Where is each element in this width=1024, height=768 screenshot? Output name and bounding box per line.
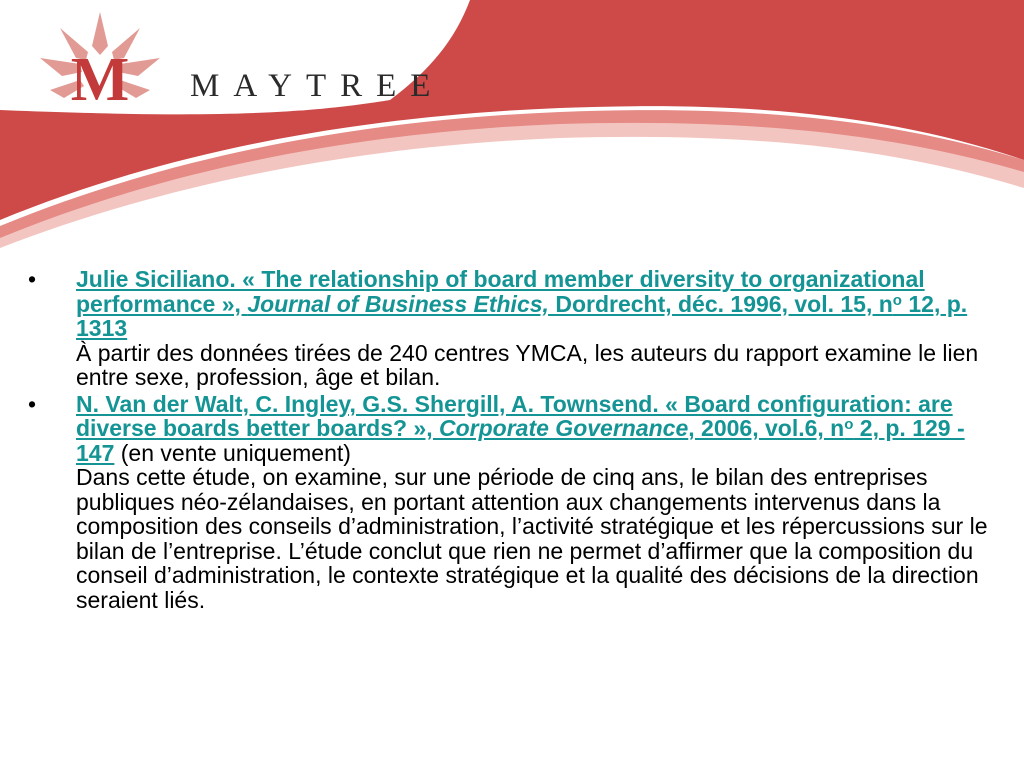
reference-description: À partir des données tirées de 240 centres YMCA, les auteurs du rapport examine le lien entre sexe, profession, âge et bilan. xyxy=(76,339,979,390)
reference-list xyxy=(28,267,998,612)
brand-name: MAYTREE xyxy=(190,68,445,104)
bullet: • xyxy=(28,390,37,417)
availability-note: (en vente uniquement) xyxy=(114,439,351,466)
reference-item xyxy=(28,267,998,390)
banner-swoosh xyxy=(0,0,1024,250)
logo-letter: M xyxy=(70,46,130,114)
citation-link[interactable]: Julie Siciliano. « The relationship of board member diversity to organizational performance », Journal of Business Ethics, Dordrecht, déc. 1996, vol. 15, n$^o$ 12, p. 1313 xyxy=(76,266,968,341)
reference-item xyxy=(28,392,998,613)
bullet: • xyxy=(28,266,37,292)
header-banner xyxy=(0,0,1024,250)
references-section xyxy=(28,267,998,614)
citation-link[interactable]: N. Van der Walt, C. Ingley, G.S. Shergill, A. Townsend. « Board configuration: are diverse boards better boards? », Corporate Governance, 2006, vol.6, n$^o$ 2, p. 129 - 147 xyxy=(76,390,965,466)
reference-description: Dans cette étude, on examine, sur une période de cinq ans, le bilan des entreprises publiques néo-zélandaises, en portant attention aux changements intervenus dans la composition des conseils d’administration, l’activité stratégique et les répercussions sur le bilan de l’entreprise. L’étude conclut que rien ne permet d’affirmer que la composition du conseil d’administration, le contexte stratégique et la qualité des décisions de la direction seraient liés. xyxy=(76,464,988,613)
